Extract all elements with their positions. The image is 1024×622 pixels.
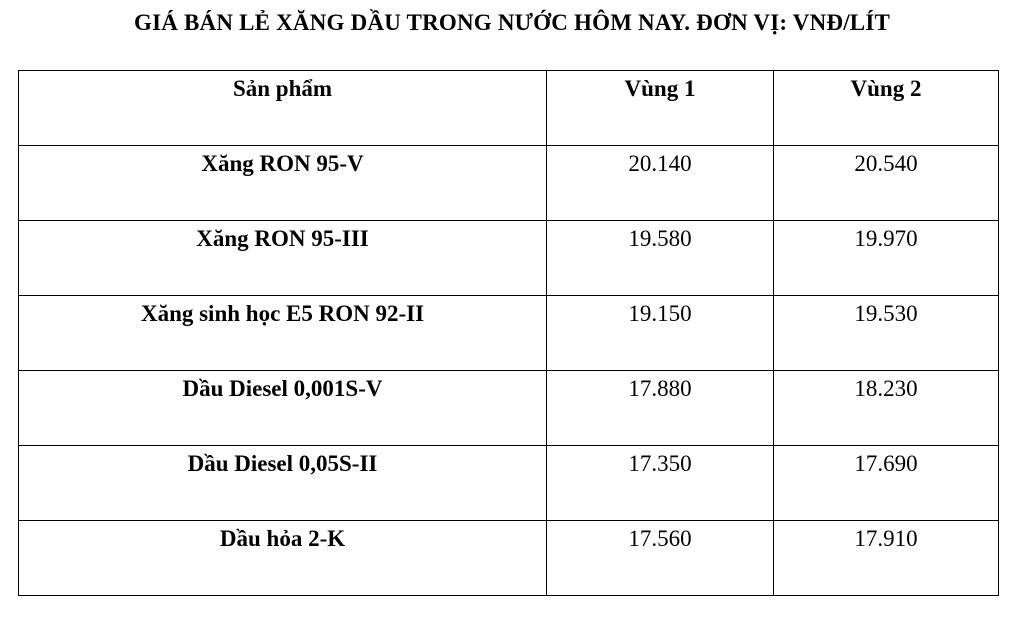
product-name-cell: Xăng sinh học E5 RON 92-II [19,296,547,371]
zone-2-price-cell: 19.970 [774,221,999,296]
zone-1-price-cell: 17.560 [547,521,774,596]
product-name-cell: Dầu hỏa 2-K [19,521,547,596]
zone-1-price-cell: 17.350 [547,446,774,521]
table-row [19,296,999,371]
zone-2-price-cell: 17.690 [774,446,999,521]
table-row [19,371,999,446]
product-name-cell: Xăng RON 95-III [19,221,547,296]
column-header-zone-2: Vùng 2 [774,71,999,146]
zone-1-price-cell: 20.140 [547,146,774,221]
product-name-cell: Dầu Diesel 0,001S-V [19,371,547,446]
fuel-price-table [18,70,999,596]
zone-1-price-cell: 17.880 [547,371,774,446]
zone-2-price-cell: 17.910 [774,521,999,596]
table-row [19,446,999,521]
table-row [19,521,999,596]
column-header-zone-1: Vùng 1 [547,71,774,146]
product-name-cell: Xăng RON 95-V [19,146,547,221]
zone-1-price-cell: 19.150 [547,296,774,371]
zone-2-price-cell: 18.230 [774,371,999,446]
zone-2-price-cell: 20.540 [774,146,999,221]
page-title: GIÁ BÁN LẺ XĂNG DẦU TRONG NƯỚC HÔM NAY. ĐƠN VỊ: VNĐ/LÍT [133,10,891,35]
zone-2-price-cell: 19.530 [774,296,999,371]
table-header-row [19,71,999,146]
column-header-product: Sản phẩm [19,71,547,146]
table-row [19,146,999,221]
table-row [19,221,999,296]
product-name-cell: Dầu Diesel 0,05S-II [19,446,547,521]
zone-1-price-cell: 19.580 [547,221,774,296]
